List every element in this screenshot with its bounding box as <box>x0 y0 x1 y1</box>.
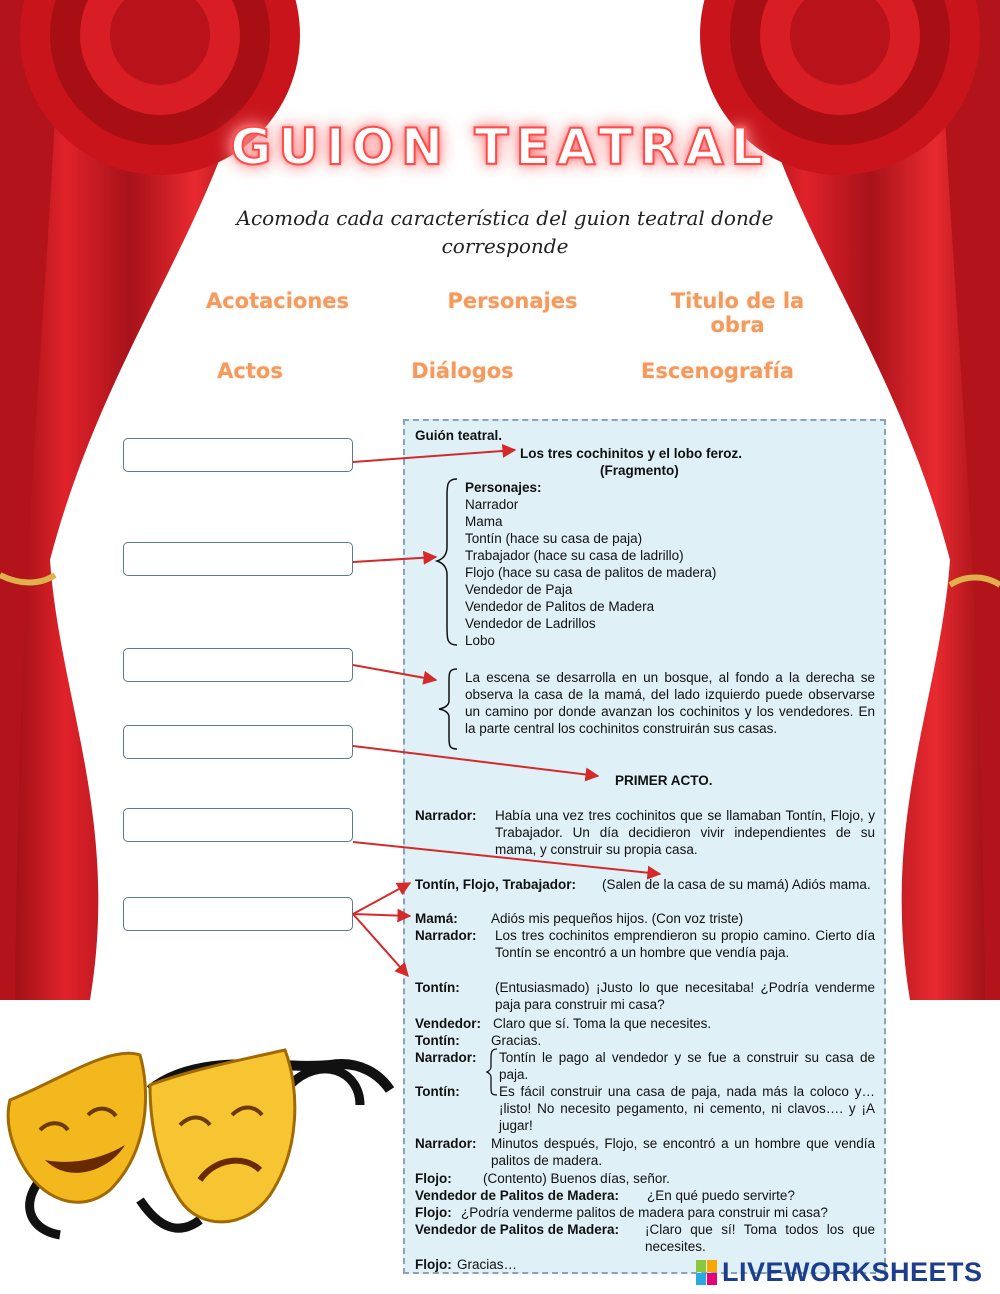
answer-box-2[interactable] <box>123 542 353 576</box>
speaker: Flojo: <box>415 1257 452 1272</box>
answer-box-1[interactable] <box>123 438 353 472</box>
answer-box-4[interactable] <box>123 725 353 759</box>
narration-brace <box>485 1047 499 1097</box>
speaker: Tontín: <box>415 980 460 995</box>
speaker: Flojo: <box>415 1171 452 1186</box>
dialogue: Tontín le pago al vendedor y se fue a construir su casa de paja. <box>499 1050 875 1082</box>
dialogue: Adiós mis pequeños hijos. (Con voz triste) <box>491 911 744 926</box>
dialogue: (Entusiasmado) ¡Justo lo que necesitaba! ¿Podría venderme paja para construir mi casa? <box>495 980 875 1012</box>
characters-label: Personajes: <box>465 480 542 495</box>
character-item: Vendedor de Ladrillos <box>465 616 596 631</box>
speaker: Narrador: <box>415 808 477 823</box>
option-titulo-de-la-obra[interactable] <box>650 289 825 337</box>
speaker: Vendedor de Palitos de Madera: <box>415 1188 620 1203</box>
character-item: Tontín (hace su casa de paja) <box>465 531 643 546</box>
answer-box-5[interactable] <box>123 808 353 842</box>
script-document <box>403 419 886 1274</box>
speaker: Tontín: <box>415 1084 460 1099</box>
character-item: Lobo <box>465 633 496 648</box>
dialogue: ¿Podría venderme palitos de madera para construir mi casa? <box>461 1205 828 1220</box>
dialogue: Los tres cochinitos emprendieron su propio camino. Cierto día Tontín se encontró a un hombre que vendía paja. <box>495 928 875 960</box>
character-item: Flojo (hace su casa de palitos de madera) <box>465 565 717 580</box>
speaker: Vendedor: <box>415 1016 482 1031</box>
dialogue: Gracias… <box>457 1257 518 1272</box>
speaker: Flojo: <box>415 1205 452 1220</box>
page-title: GUION TEATRAL <box>230 118 770 176</box>
act-title: PRIMER ACTO. <box>615 773 713 788</box>
scenery-text: La escena se desarrolla en un bosque, al fondo a la derecha se observa la casa de la mamá, del lado izquierdo puede observarse un camino por donde avanzan los cochinitos y los vendedores. En la parte central los cochinitos construirán sus casas. <box>465 670 875 736</box>
speaker: Narrador: <box>415 928 477 943</box>
dialogue: ¡Claro que sí! Toma todos los que necesites. <box>645 1222 875 1254</box>
scenery-brace <box>435 667 463 751</box>
option-acotaciones[interactable]: Acotaciones <box>205 289 350 313</box>
dialogue: ¿En qué puedo servirte? <box>647 1188 795 1203</box>
character-item: Narrador <box>465 497 519 512</box>
option-actos[interactable]: Actos <box>217 359 283 383</box>
option-dialogos[interactable]: Diálogos <box>411 359 514 383</box>
script-header: Guión teatral. <box>415 428 503 443</box>
instruction-text: Acomoda cada característica del guion teatral donde corresponde <box>236 206 774 258</box>
brand-name[interactable]: LIVEWORKSHEETS <box>722 1257 983 1287</box>
speaker: Mamá: <box>415 911 458 926</box>
option-titulo-line1: Titulo de la <box>670 289 805 313</box>
character-item: Trabajador (hace su casa de ladrillo) <box>465 548 684 563</box>
speaker: Tontín, Flojo, Trabajador: <box>415 877 576 892</box>
characters-brace <box>435 477 463 647</box>
answer-box-6[interactable] <box>123 897 353 931</box>
character-item: Mama <box>465 514 503 529</box>
answer-box-3[interactable] <box>123 648 353 682</box>
dialogue: Minutos después, Flojo, se encontró a un hombre que vendía palitos de madera. <box>491 1136 875 1168</box>
character-item: Vendedor de Palitos de Madera <box>465 599 655 614</box>
option-personajes[interactable]: Personajes <box>447 289 578 313</box>
dialogue: (Salen de la casa de su mamá) Adiós mama. <box>602 877 871 892</box>
dialogue: (Contento) Buenos días, señor. <box>483 1171 670 1186</box>
dialogue: Es fácil construir una casa de paja, nada más la coloco y… ¡listo! No necesito pegamento, ni cemento, ni clavos…. y ¡A jugar! <box>499 1084 875 1133</box>
option-titulo-line2: obra <box>710 313 765 337</box>
play-title: Los tres cochinitos y el lobo feroz. <box>520 446 743 461</box>
dialogue: Había una vez tres cochinitos que se llamaban Tontín, Flojo, y Trabajador. Un día decidieron vivir independientes de su mama, y construir su propia casa. <box>495 808 875 857</box>
speaker: Narrador: <box>415 1136 477 1151</box>
dialogue: Gracias. <box>491 1033 542 1048</box>
liveworksheets-logo-icon <box>696 1260 718 1286</box>
speaker: Narrador: <box>415 1050 477 1065</box>
dialogue: Claro que sí. Toma la que necesites. <box>493 1016 712 1031</box>
option-escenografia[interactable]: Escenografía <box>641 359 794 383</box>
fragment-label: (Fragmento) <box>600 463 679 478</box>
speaker: Vendedor de Palitos de Madera: <box>415 1222 620 1237</box>
speaker: Tontín: <box>415 1033 460 1048</box>
theater-masks-icon <box>0 1030 400 1240</box>
character-item: Vendedor de Paja <box>465 582 573 597</box>
